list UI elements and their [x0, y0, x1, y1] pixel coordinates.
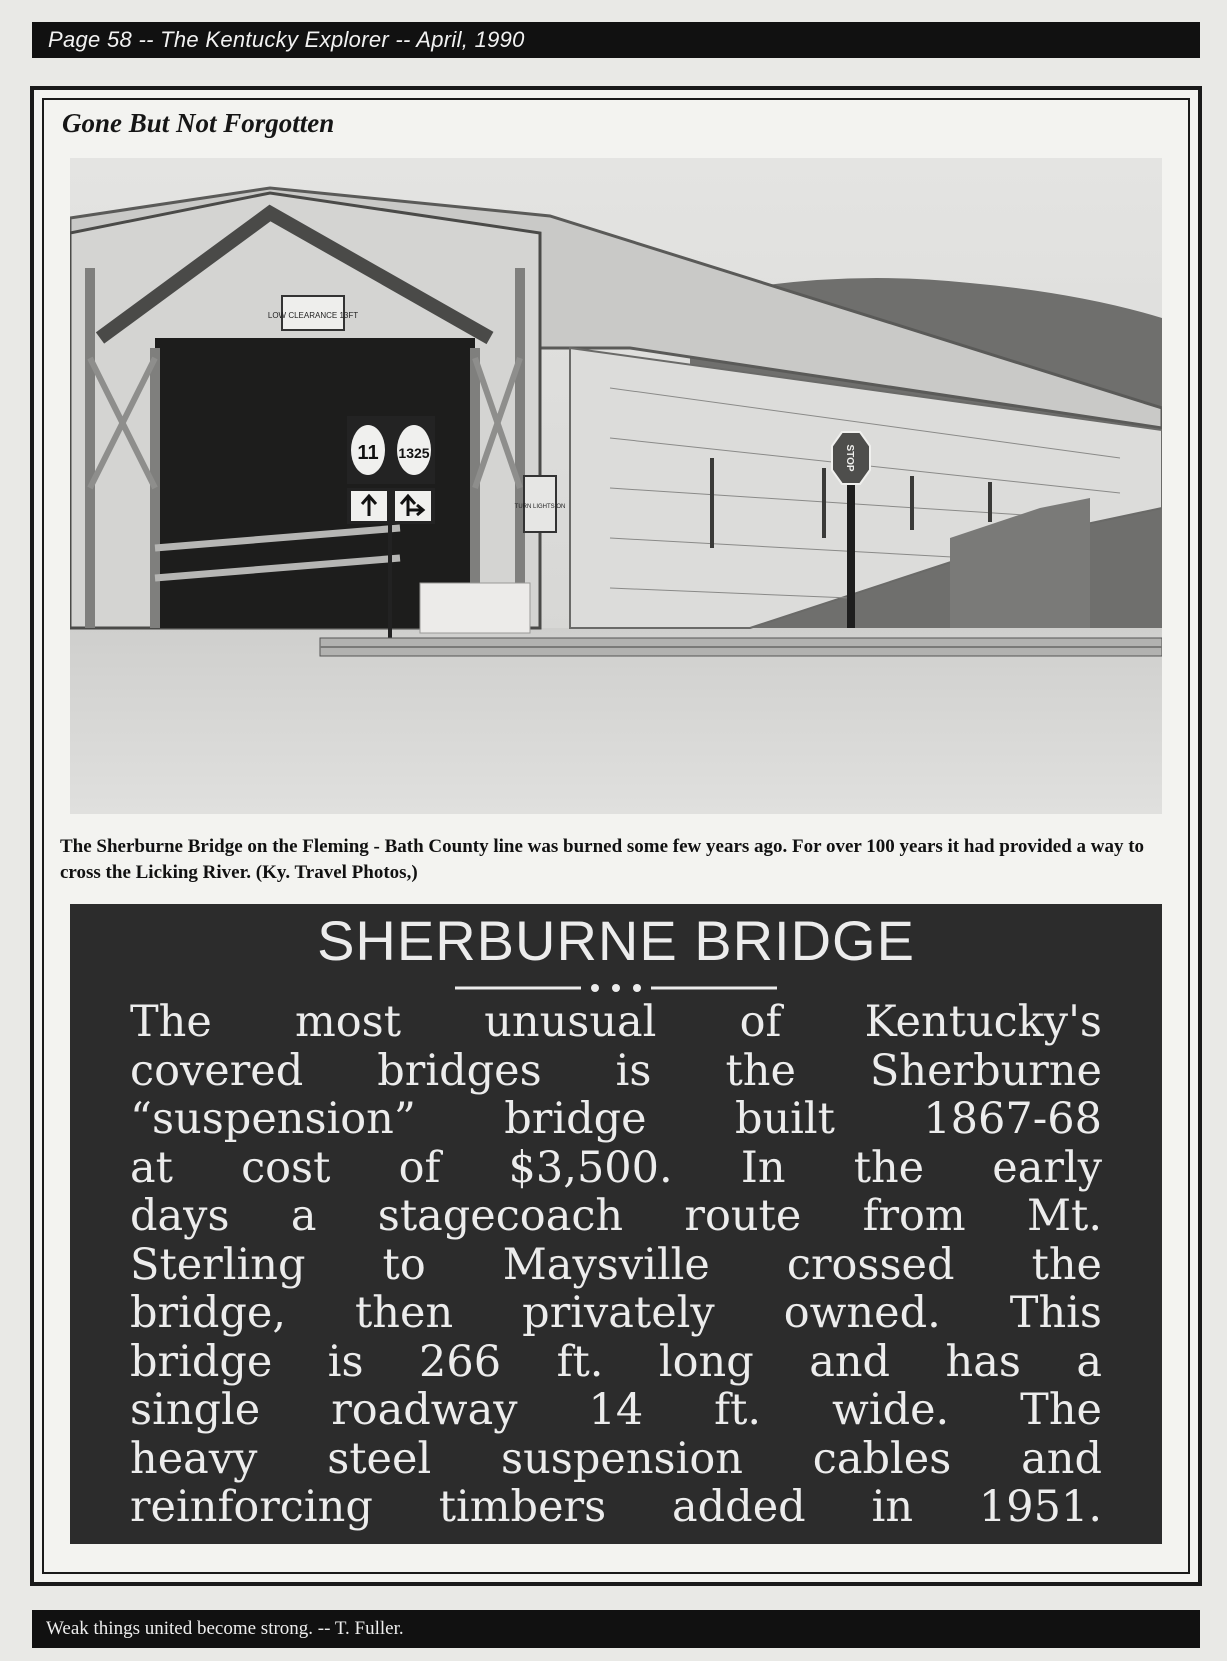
stop-sign-text: STOP	[844, 444, 855, 472]
plaque-divider-ornament	[455, 982, 777, 994]
route-shield-11: 11	[357, 442, 379, 464]
plaque-body	[130, 998, 1102, 1532]
clearance-sign-text: LOW CLEARANCE 13FT	[267, 311, 359, 320]
plaque-line: The most unusual of Kentucky's	[130, 997, 1102, 1047]
plaque-line: heavy steel suspension cables and	[130, 1433, 1102, 1484]
route-shield-1325: 1325	[398, 445, 430, 461]
plaque-line: bridge, then privately owned. This	[130, 1288, 1102, 1338]
plaque-title: SHERBURNE BRIDGE	[317, 909, 915, 972]
plaque-line: “suspension” bridge built 1867-68	[130, 1094, 1102, 1144]
plaque-line: covered bridges is the Sherburne	[130, 1045, 1102, 1096]
historical-marker-plaque	[70, 904, 1162, 1544]
page-footer-quote: Weak things united become strong. -- T. Fuller.	[32, 1610, 1200, 1648]
covered-bridge-illustration	[70, 158, 1162, 814]
page-header: Page 58 -- The Kentucky Explorer -- April, 1990	[32, 22, 1200, 58]
clearance-sign	[268, 296, 358, 330]
bridge-photo	[70, 158, 1162, 814]
plaque-line: days a stagecoach route from Mt.	[130, 1191, 1102, 1241]
photo-caption: The Sherburne Bridge on the Fleming - Bath County line was burned some few years ago. For over 100 years it had provided a way to cross the Licking River. (Ky. Travel Photos,)	[60, 836, 1145, 883]
section-title: Gone But Not Forgotten	[62, 108, 335, 138]
turn-lights-sign-text: TURN LIGHTS ON	[514, 504, 566, 510]
plaque-line: Sterling to Maysville crossed the	[130, 1239, 1102, 1290]
plaque-line: bridge is 266 ft. long and has a	[130, 1336, 1102, 1387]
guard-rail	[320, 638, 1162, 656]
plaque-line: at cost of $3,500. In the early	[130, 1142, 1102, 1193]
plaque-line: reinforcing timbers added in 1951.	[130, 1482, 1102, 1532]
plaque-line: single roadway 14 ft. wide. The	[130, 1385, 1102, 1435]
